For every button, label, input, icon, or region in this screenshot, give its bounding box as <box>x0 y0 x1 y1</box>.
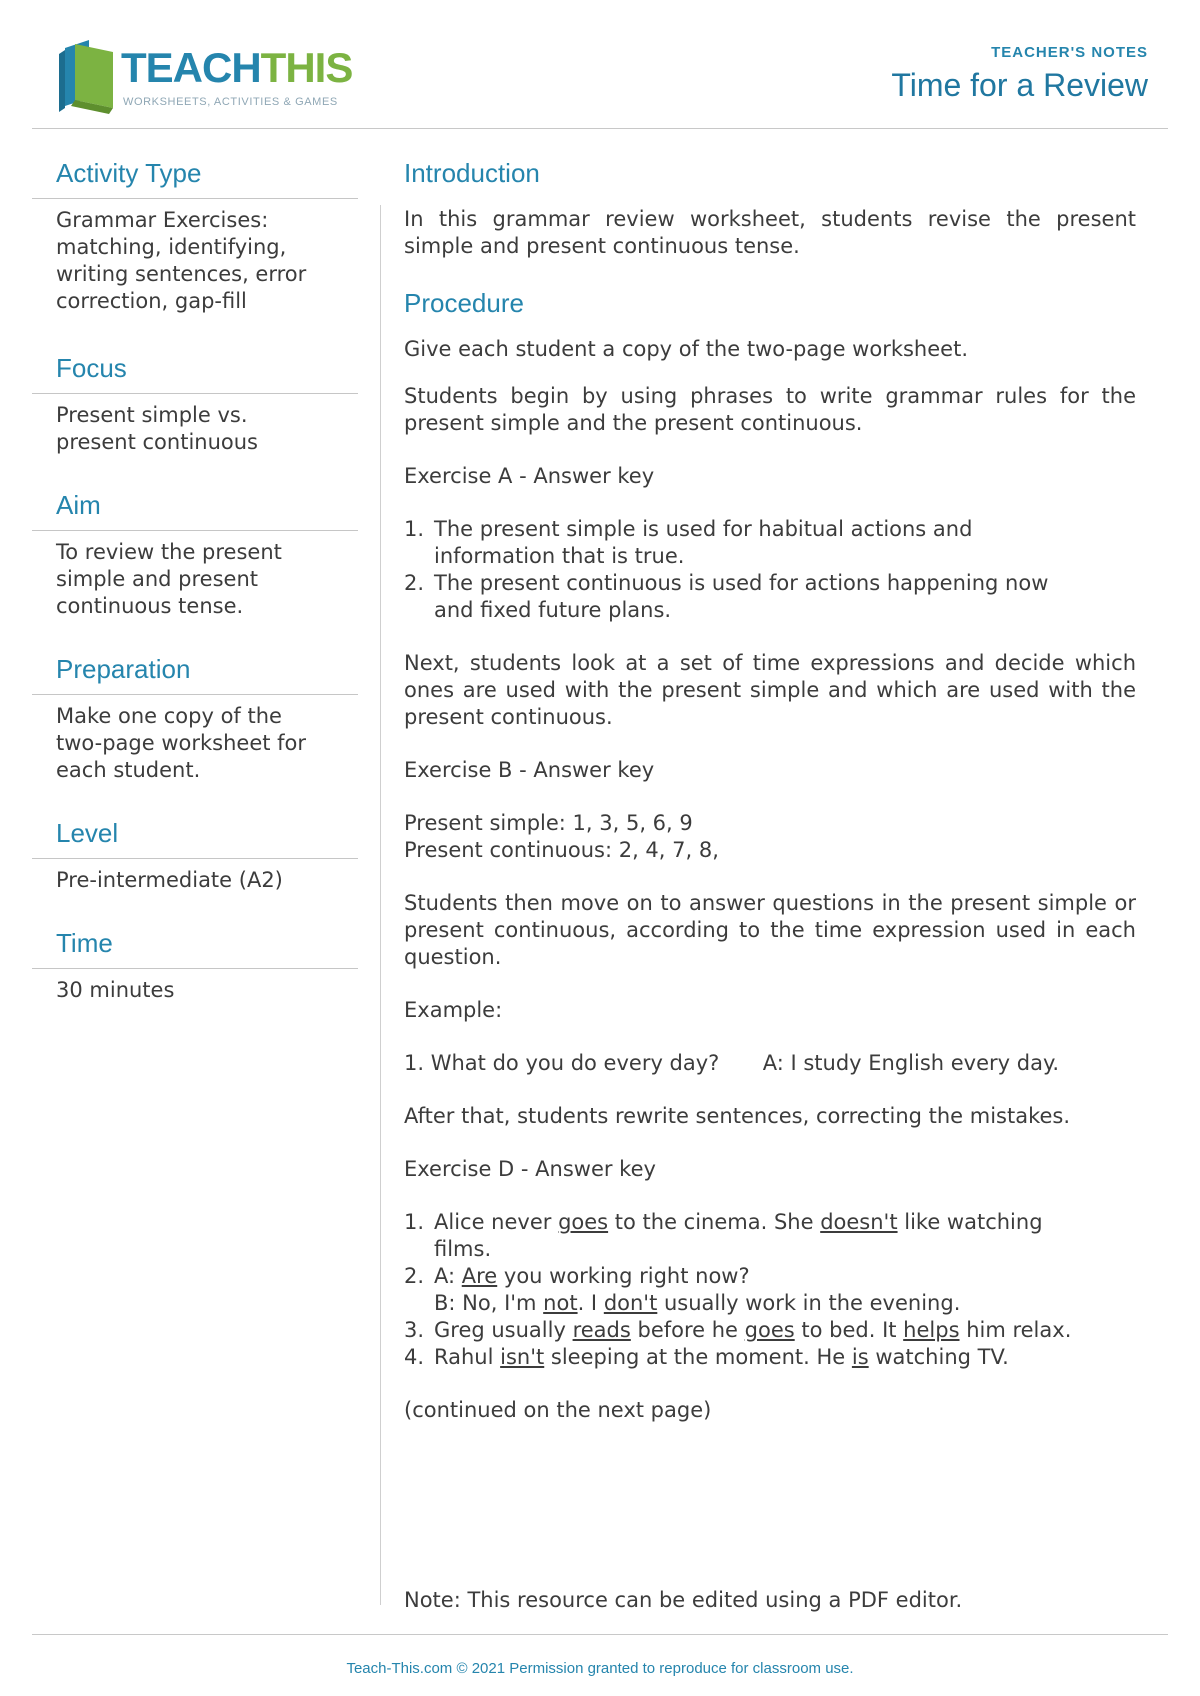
footer-divider <box>32 1634 1168 1635</box>
pdf-editor-note: Note: This resource can be edited using a PDF editor. <box>404 1588 963 1612</box>
answer-line: Rahul isn't sleeping at the moment. He is watching TV. <box>434 1345 1009 1369</box>
text-line: continuous tense. <box>56 594 244 618</box>
continued-note: (continued on the next page) <box>404 1398 712 1422</box>
text-line: Make one copy of the <box>56 704 282 728</box>
corrected-word: not <box>543 1291 578 1315</box>
logo-wordmark <box>121 44 352 92</box>
text-line: each student. <box>56 758 201 782</box>
exercise-b-answers <box>404 810 1136 864</box>
introduction-text: In this grammar review worksheet, students revise the present simple and present continuous tense. <box>404 207 1136 258</box>
teachers-notes-label: TEACHER'S NOTES <box>991 44 1148 61</box>
procedure-step-3: Next, students look at a set of time expressions and decide which ones are used with the present simple and which are used with the present continuous. <box>404 651 1136 729</box>
answer-line: The present continuous is used for actions happening now <box>434 571 1049 595</box>
focus-text <box>32 394 358 456</box>
list-number: 1. <box>404 1210 425 1234</box>
answer-line: A: Are you working right now? <box>434 1264 750 1288</box>
preparation-section <box>32 654 358 784</box>
answer-line: Alice never goes to the cinema. She doesn't like watching <box>434 1210 1043 1234</box>
procedure-heading: Procedure <box>404 288 524 318</box>
text-line: To review the present <box>56 540 282 564</box>
introduction-heading: Introduction <box>404 158 540 188</box>
logo-this: THIS <box>260 44 353 91</box>
level-section <box>32 818 358 894</box>
preparation-heading: Preparation <box>32 654 358 695</box>
focus-heading: Focus <box>32 353 358 394</box>
time-heading: Time <box>32 928 358 969</box>
teach-this-logo <box>55 38 355 114</box>
procedure-step-4: Students then move on to answer questions in the present simple or present continuous, according to the time expression used in each question. <box>404 891 1136 969</box>
answer-line: films. <box>434 1237 492 1261</box>
answer-line: information that is true. <box>434 544 685 568</box>
corrected-word: is <box>851 1345 869 1369</box>
procedure-step-5: After that, students rewrite sentences, correcting the mistakes. <box>404 1104 1071 1128</box>
text-line: 30 minutes <box>56 978 175 1002</box>
document-title: Time for a Review <box>891 67 1148 103</box>
example-label: Example: <box>404 998 503 1022</box>
corrected-word: Are <box>461 1264 498 1288</box>
answer-line: and fixed future plans. <box>434 598 672 622</box>
list-number: 1. <box>404 1051 425 1075</box>
activity-type-text <box>32 199 358 315</box>
text-line: Present simple vs. <box>56 403 248 427</box>
answer-line: B: No, I'm not. I don't usually work in the evening. <box>434 1291 961 1315</box>
focus-section <box>32 353 358 456</box>
corrected-word: goes <box>744 1318 795 1342</box>
exercise-d-answers <box>404 1209 1136 1371</box>
time-section <box>32 928 358 1004</box>
exercise-d-label: Exercise D - Answer key <box>404 1157 656 1181</box>
main-content <box>404 158 1136 1444</box>
list-number: 2. <box>404 571 425 595</box>
text-line: two-page worksheet for <box>56 731 307 755</box>
level-text <box>32 859 358 894</box>
aim-heading: Aim <box>32 490 358 531</box>
level-heading: Level <box>32 818 358 859</box>
answer-line: The present simple is used for habitual actions and <box>434 517 973 541</box>
exercise-a-label: Exercise A - Answer key <box>404 464 655 488</box>
column-divider <box>380 205 381 1605</box>
list-item <box>404 1317 1136 1344</box>
answer-line: Present continuous: 2, 4, 7, 8, <box>404 838 719 862</box>
list-item <box>404 516 1136 570</box>
preparation-text <box>32 695 358 784</box>
text-line: matching, identifying, <box>56 235 287 259</box>
answer-line: Present simple: 1, 3, 5, 6, 9 <box>404 811 693 835</box>
book-logo-icon <box>55 38 117 114</box>
example-answer: A: I study English every day. <box>762 1051 1060 1075</box>
text-line: Grammar Exercises: <box>56 208 269 232</box>
document-header <box>891 44 1148 104</box>
corrected-word: doesn't <box>820 1210 898 1234</box>
text-line: present continuous <box>56 430 258 454</box>
text-line: Pre-intermediate (A2) <box>56 868 283 892</box>
exercise-b-label: Exercise B - Answer key <box>404 758 655 782</box>
answer-line: Greg usually reads before he goes to bed. It helps him relax. <box>434 1318 1072 1342</box>
text-line: correction, gap-fill <box>56 289 247 313</box>
example-item <box>404 1050 1136 1077</box>
info-sidebar <box>32 158 358 1032</box>
corrected-word: don't <box>603 1291 658 1315</box>
corrected-word: isn't <box>500 1345 545 1369</box>
aim-section <box>32 490 358 620</box>
list-item <box>404 1209 1136 1263</box>
example-question: What do you do every day? <box>430 1051 720 1075</box>
logo-teach: TEACH <box>121 44 261 91</box>
list-item <box>404 1263 1136 1317</box>
copyright-footer: Teach-This.com © 2021 Permission granted to reproduce for classroom use. <box>346 1660 854 1677</box>
time-text <box>32 969 358 1004</box>
list-item <box>404 1344 1136 1371</box>
exercise-a-answers <box>404 516 1136 624</box>
aim-text <box>32 531 358 620</box>
header-divider <box>32 128 1168 129</box>
text-line: simple and present <box>56 567 259 591</box>
corrected-word: goes <box>558 1210 609 1234</box>
activity-type-section <box>32 158 358 315</box>
text-line: writing sentences, error <box>56 262 307 286</box>
corrected-word: reads <box>572 1318 631 1342</box>
list-item <box>404 570 1136 624</box>
corrected-word: helps <box>903 1318 960 1342</box>
procedure-step-2: Students begin by using phrases to write grammar rules for the present simple and the present continuous. <box>404 384 1136 435</box>
logo-tagline: WORKSHEETS, ACTIVITIES & GAMES <box>123 96 338 108</box>
list-number: 2. <box>404 1264 425 1288</box>
list-number: 4. <box>404 1345 425 1369</box>
activity-type-heading: Activity Type <box>32 158 358 199</box>
list-number: 3. <box>404 1318 425 1342</box>
list-number: 1. <box>404 517 425 541</box>
procedure-step-1: Give each student a copy of the two-page worksheet. <box>404 337 968 361</box>
